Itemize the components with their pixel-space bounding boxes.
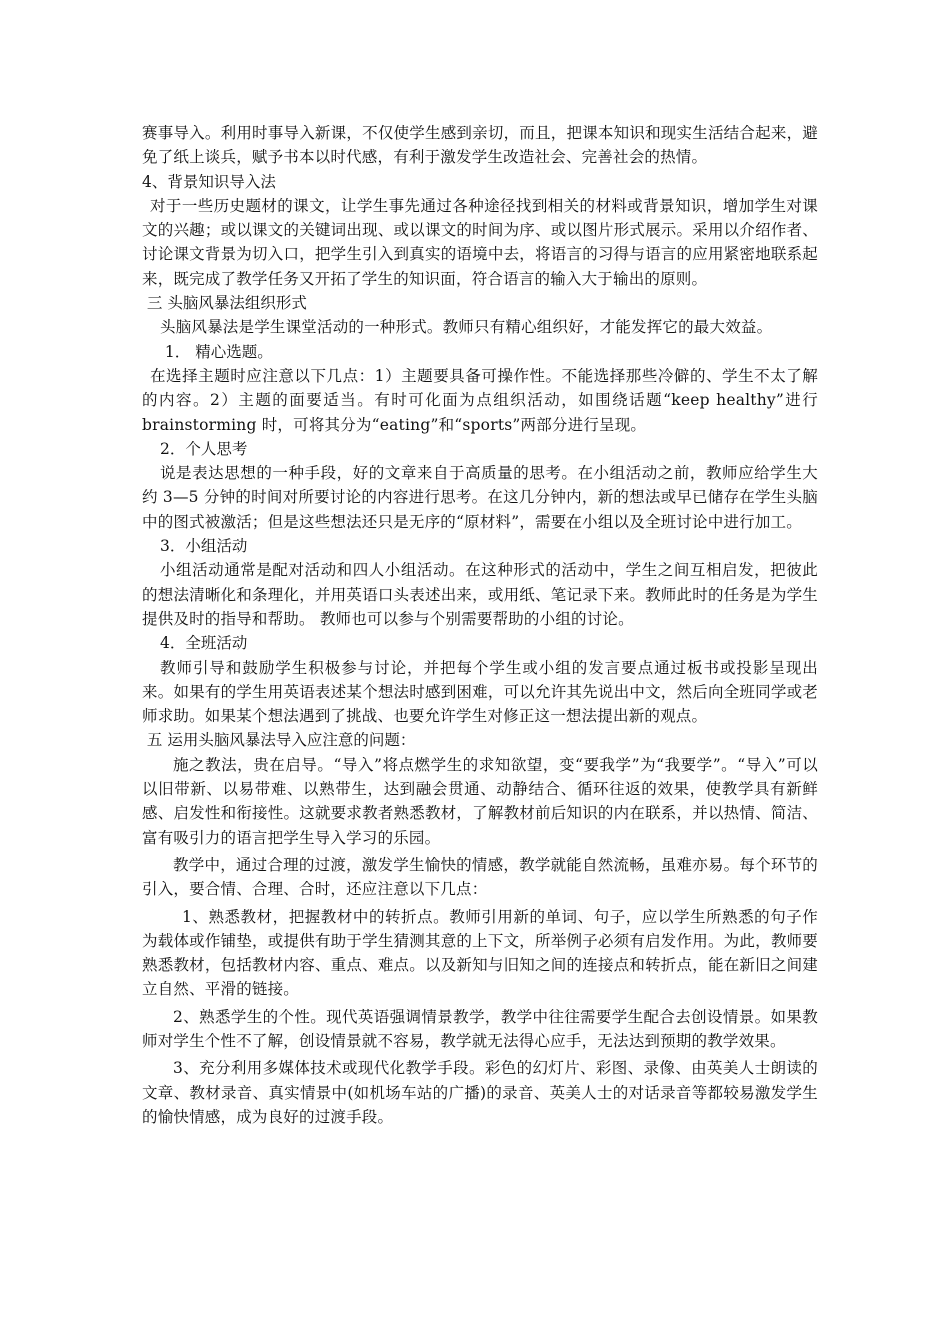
subsection-heading: 2．个人思考 bbox=[160, 439, 248, 458]
subsection-heading: 3．小组活动 bbox=[160, 537, 248, 556]
paragraph: 1、熟悉教材，把握教材中的转折点。教师引用新的单词、句子，应以学生所熟悉的句子作为载体或作铺垫，或提供有助于学生猜测其意的上下文，所举例子必须有启发作用。为此，教师要熟悉教材，包括教材内容、重点、难点。以及新知与旧知之间的连接点和转折点，能在新旧之间建立自然、平滑的链接。 bbox=[142, 907, 818, 999]
section-heading: 4、背景知识导入法 bbox=[142, 172, 276, 191]
paragraph: 教师引导和鼓励学生积极参与讨论，并把每个学生或小组的发言要点通过板书或投影呈现出来。如果有的学生用英语表述某个想法时感到困难，可以允许其先说出中文，然后向全班同学或老师求助。如果某个想法遇到了挑战、也要允许学生对修正这一想法提出新的观点。 bbox=[142, 658, 818, 726]
subsection-heading: 4．全班活动 bbox=[160, 634, 248, 653]
paragraph: 教学中，通过合理的过渡，激发学生愉快的情感，教学就能自然流畅，虽难亦易。每个环节的引入，要合情、合理、合时，还应注意以下几点： bbox=[142, 855, 818, 899]
section-heading: 五 运用头脑风暴法导入应注意的问题： bbox=[142, 731, 416, 750]
document-page bbox=[142, 121, 818, 1129]
paragraph: 小组活动通常是配对活动和四人小组活动。在这种形式的活动中，学生之间互相启发，把彼此的想法清晰化和条理化，并用英语口头表述出来，或用纸、笔记录下来。教师此时的任务是为学生提供及时的指导和帮助。 教师也可以参与个别需要帮助的小组的讨论。 bbox=[142, 561, 818, 628]
paragraph: 施之教法，贵在启导。“导入”将点燃学生的求知欲望，变“要我学”为“我要学”。“导入”可以以旧带新、以易带难、以熟带生，达到融会贯通、动静结合、循环往返的效果，使教学具有新鲜感、启发性和衔接性。这就要求教者熟悉教材，了解教材前后知识的内在联系，并以热情、简洁、富有吸引力的语言把学生导入学习的乐园。 bbox=[142, 755, 818, 847]
paragraph: 在选择主题时应注意以下几点：1）主题要具备可操作性。不能选择那些冷僻的、学生不太了解的内容。2）主题的面要适当。有时可化面为点组织活动，如围绕话题“keep healthy”进行 brainstorming 时，可将其分为“eating”和“sports”两部分进行呈现。 bbox=[142, 366, 818, 434]
paragraph: 说是表达思想的一种手段，好的文章来自于高质量的思考。在小组活动之前，教师应给学生大约 3—5 分钟的时间对所要讨论的内容进行思考。在这几分钟内，新的想法或早已储存在学生头脑中的图式被激活；但是这些想法还只是无序的“原材料”，需要在小组以及全班讨论中进行加工。 bbox=[142, 464, 818, 531]
paragraph: 赛事导入。利用时事导入新课，不仅使学生感到亲切，而且，把课本知识和现实生活结合起来，避免了纸上谈兵，赋予书本以时代感，有利于激发学生改造社会、完善社会的热情。 bbox=[142, 124, 818, 167]
paragraph: 2、熟悉学生的个性。现代英语强调情景教学，教学中往往需要学生配合去创设情景。如果教师对学生个性不了解，创设情景就不容易，教学就无法得心应手，无法达到预期的教学效果。 bbox=[142, 1007, 818, 1050]
paragraph: 对于一些历史题材的课文，让学生事先通过各种途径找到相关的材料或背景知识，增加学生对课文的兴趣；或以课文的关键词出现、或以课文的时间为序、或以图片形式展示。采用以介绍作者、讨论课文背景为切入口，把学生引入到真实的语境中去，将语言的习得与语言的应用紧密地联系起来，既完成了教学任务又开拓了学生的知识面，符合语言的输入大于输出的原则。 bbox=[142, 196, 818, 288]
paragraph: 3、充分利用多媒体技术或现代化教学手段。彩色的幻灯片、彩图、录像、由英美人士朗读的文章、教材录音、真实情景中(如机场车站的广播)的录音、英美人士的对话录音等都较易激发学生的愉快情感，成为良好的过渡手段。 bbox=[142, 1059, 818, 1126]
paragraph: 头脑风暴法是学生课堂活动的一种形式。教师只有精心组织好，才能发挥它的最大效益。 bbox=[160, 318, 773, 337]
section-heading: 三 头脑风暴法组织形式 bbox=[142, 294, 307, 313]
subsection-heading: 1． 精心选题。 bbox=[160, 342, 273, 361]
